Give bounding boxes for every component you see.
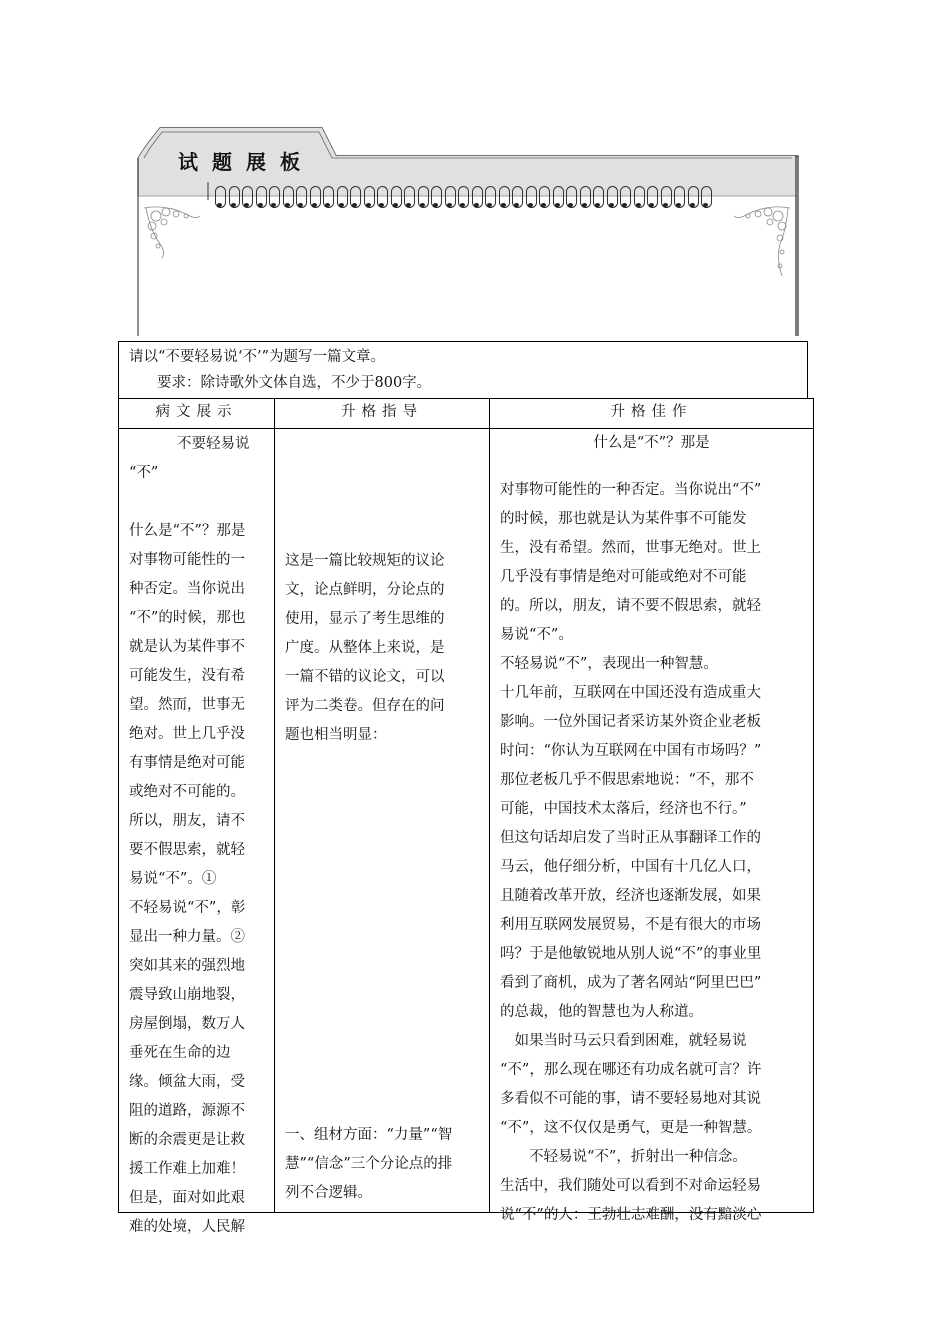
binding-ring	[444, 186, 458, 210]
binding-ring	[322, 186, 336, 210]
text-line: 吗？于是他敏锐地从别人说“不”的事业里	[500, 946, 762, 962]
binding-ring	[633, 186, 647, 210]
binding-ring	[228, 186, 242, 210]
text-line: 那位老板几乎不假思索地说：“不，那不	[500, 772, 754, 788]
column-improved-essay	[490, 399, 813, 1223]
banner-title-char: 题	[212, 150, 232, 174]
banner-title-char: 试	[178, 150, 198, 174]
text-line: 要不假思索，就轻	[129, 842, 245, 858]
text-line: 但这句话却启发了当时正从事翻译工作的	[500, 830, 761, 846]
text-line: 的。所以，朋友，请不要不假思索，就轻	[500, 598, 761, 614]
text-line: 易说“不”。	[500, 627, 573, 643]
text-line: 援工作难上加难！	[129, 1161, 245, 1177]
text-line: 看到了商机，成为了著名网站“阿里巴巴”	[500, 975, 762, 991]
binding-ring	[282, 186, 296, 210]
text-line: 广度。从整体上来说，是	[285, 640, 445, 656]
text-line: 生活中，我们随处可以看到不对命运轻易	[500, 1178, 761, 1194]
text-line: “不”，这不仅仅是勇气，更是一种智慧。	[500, 1120, 762, 1136]
binding-ring	[268, 186, 282, 210]
binding-ring	[687, 186, 701, 210]
binding-ring	[349, 186, 363, 210]
binding-ring	[525, 186, 539, 210]
text-line: 几乎没有事情是绝对可能或绝对不可能	[500, 569, 747, 585]
spiral-binding	[214, 186, 714, 210]
binding-ring	[255, 186, 269, 210]
binding-ring	[471, 186, 485, 210]
text-line: 时问：“你认为互联网在中国有市场吗？”	[500, 743, 762, 759]
text-line: 一篇不错的议论文，可以	[285, 669, 445, 685]
text-line: 十几年前，互联网在中国还没有造成重大	[500, 685, 761, 701]
binding-ring	[363, 186, 377, 210]
binding-ring	[457, 186, 471, 210]
essay-table	[118, 398, 814, 1235]
text-line: 缘。倾盆大雨，受	[129, 1074, 245, 1090]
prompt-requirement: 要求：除诗歌外文体自选，不少于800字。	[157, 375, 432, 391]
binding-ring	[592, 186, 606, 210]
essay-title-cont: “不”	[129, 465, 159, 481]
banner-title-char: 展	[246, 150, 266, 174]
column-header: 升格佳作	[490, 399, 813, 429]
text-line: 利用互联网发展贸易，不是有很大的市场	[500, 917, 761, 933]
banner-title	[178, 146, 300, 175]
text-line: 对事物可能性的一种否定。当你说出“不”	[500, 482, 762, 498]
text-line: 如果当时马云只看到困难，就轻易说	[514, 1033, 747, 1049]
text-line: 使用，显示了考生思维的	[285, 611, 445, 627]
binding-ring	[214, 186, 228, 210]
binding-ring	[700, 186, 714, 210]
text-line: 但是，面对如此艰	[129, 1190, 245, 1206]
text-line: 不轻易说“不”，彰	[129, 900, 246, 916]
binding-ring	[579, 186, 593, 210]
original-essay-text	[119, 429, 274, 1242]
right-corner-ornament	[734, 207, 790, 276]
text-line: 就是认为某件事不	[129, 639, 245, 655]
binding-ring	[538, 186, 552, 210]
text-line: “不”，那么现在哪还有功成名就可言？许	[500, 1062, 762, 1078]
binding-ring	[390, 186, 404, 210]
text-line: 阻的道路，源源不	[129, 1103, 245, 1119]
binding-ring	[403, 186, 417, 210]
binding-ring	[241, 186, 255, 210]
text-line: 这是一篇比较规矩的议论	[285, 553, 445, 569]
binding-ring	[498, 186, 512, 210]
binding-ring	[565, 186, 579, 210]
essay-title: 不要轻易说	[177, 436, 250, 452]
text-line: 难的处境，人民解	[129, 1219, 245, 1235]
column-original-essay	[119, 399, 275, 1235]
text-line: 不轻易说“不”，折射出一种信念。	[529, 1149, 747, 1165]
binding-ring	[606, 186, 620, 210]
text-line: 生，没有希望。然而，世事无绝对。世上	[500, 540, 761, 556]
text-line: 且随着改革开放，经济也逐渐发展，如果	[500, 888, 761, 904]
text-line: 的总裁，他的智慧也为人称道。	[500, 1004, 703, 1020]
binding-ring	[673, 186, 687, 210]
text-line: 可能发生，没有希	[129, 668, 245, 684]
text-line: 说“不”的人：王勃壮志难酬，没有黯淡心	[500, 1207, 762, 1223]
guidance-point	[285, 1121, 479, 1208]
text-line: 震导致山崩地裂，	[129, 987, 245, 1003]
text-line: 一、组材方面：“力量”“智	[285, 1127, 453, 1143]
binding-ring	[430, 186, 444, 210]
text-line: 断的余震更是让救	[129, 1132, 245, 1148]
text-line: 或绝对不可能的。	[129, 784, 245, 800]
left-corner-ornament	[144, 207, 200, 258]
text-line: 绝对。世上几乎没	[129, 726, 245, 742]
essay-prompt	[118, 341, 808, 398]
text-line: 慧”“信念”三个分论点的排	[285, 1156, 453, 1172]
binding-ring	[511, 186, 525, 210]
text-line: 种否定。当你说出	[129, 581, 245, 597]
binding-ring	[336, 186, 350, 210]
text-line: 望。然而，世事无	[129, 697, 245, 713]
binding-ring	[619, 186, 633, 210]
column-header: 升格指导	[275, 399, 489, 429]
banner-title-char: 板	[280, 150, 300, 174]
text-line: 显出一种力量。②	[129, 929, 245, 945]
column-guidance	[275, 399, 490, 1212]
text-line: 对事物可能性的一	[129, 552, 245, 568]
text-line: 突如其来的强烈地	[129, 958, 245, 974]
text-line: 的时候，那也就是认为某件事不可能发	[500, 511, 747, 527]
binding-ring	[660, 186, 674, 210]
binding-ring	[295, 186, 309, 210]
text-line: 可能，中国技术太落后，经济也不行。”	[500, 801, 747, 817]
guidance-intro	[285, 547, 479, 750]
improved-essay-title: 什么是“不”？那是	[593, 435, 710, 451]
prompt-line: 请以“不要轻易说‘不’”为题写一篇文章。	[129, 349, 386, 365]
text-line: 易说“不”。①	[129, 871, 217, 887]
text-line: 所以，朋友，请不	[129, 813, 245, 829]
text-line: 题也相当明显：	[285, 727, 387, 743]
text-line: 什么是“不”？那是	[129, 523, 246, 539]
binding-ring	[417, 186, 431, 210]
text-line: 垂死在生命的边	[129, 1045, 231, 1061]
improved-essay-text	[490, 429, 813, 1230]
exam-banner	[136, 126, 800, 336]
binding-ring	[552, 186, 566, 210]
column-header: 病文展示	[119, 399, 274, 429]
binding-ring	[376, 186, 390, 210]
text-line: “不”的时候，那也	[129, 610, 246, 626]
text-line: 评为二类卷。但存在的问	[285, 698, 445, 714]
text-line: 不轻易说“不”，表现出一种智慧。	[500, 656, 718, 672]
text-line: 文，论点鲜明，分论点的	[285, 582, 445, 598]
binding-ring	[646, 186, 660, 210]
text-line: 有事情是绝对可能	[129, 755, 245, 771]
text-line: 影响。一位外国记者采访某外资企业老板	[500, 714, 761, 730]
text-line: 列不合逻辑。	[285, 1185, 372, 1201]
text-line: 房屋倒塌，数万人	[129, 1016, 245, 1032]
binding-ring	[309, 186, 323, 210]
text-line: 马云，他仔细分析，中国有十几亿人口，	[500, 859, 761, 875]
binding-ring	[484, 186, 498, 210]
text-line: 多看似不可能的事，请不要轻易地对其说	[500, 1091, 761, 1107]
